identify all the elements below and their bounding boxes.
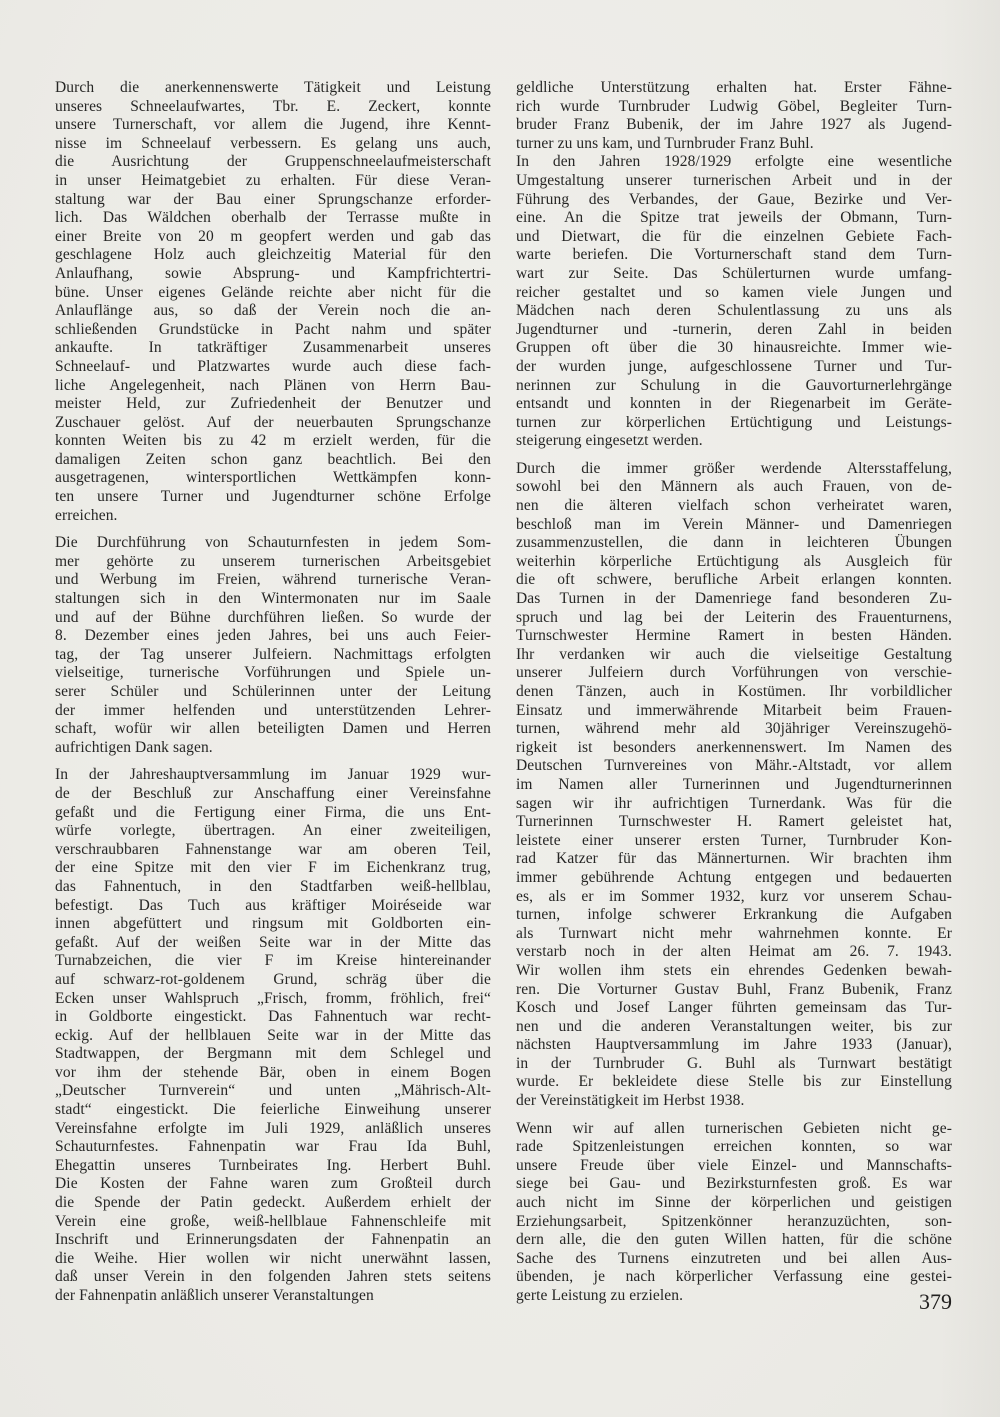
text-line: geldliche Unterstützung erhalten hat. Erster Fähne- [516, 79, 952, 96]
text-line: der eine Spitze mit den vier F im Eichenkranz trug, [55, 859, 491, 877]
text-line: warte beriefen. Die Vorturnerschaft stand dem Turn- [516, 246, 952, 264]
text-line: Sache des Turnens einzutreten und bei allen Aus- [516, 1249, 952, 1267]
text-line: übenden, je nach körperlicher Verfassung eine gestei- [516, 1268, 952, 1286]
text-line: als Turnwart nicht mehr wahrnehmen konnte. Er [516, 924, 952, 942]
text-line: rade Spitzenleistungen erreichen konnten, so war [516, 1138, 952, 1156]
text-line: steigerung eingesetzt werden. [516, 432, 703, 450]
text-line: büne. Unser eigenes Gelände reichte aber nicht für die [55, 283, 491, 301]
text-line: ankaufte. In tatkräftiger Zusammenarbeit unseres [55, 339, 491, 357]
text-line: würfe vorlegte, übertragen. An einer zweiteiligen, [55, 822, 491, 840]
text-column-left [55, 79, 491, 1306]
text-line: verschraubbaren Fahnenstange war am oberen Teil, [55, 840, 491, 858]
text-line: daß unser Verein in den folgenden Jahren stets seitens [55, 1268, 491, 1286]
text-line: Verein eine große, weiß-hellblaue Fahnenschleife mit [55, 1212, 491, 1230]
text-line: zusammenzustellen, die dann in leichteren Übungen [516, 534, 952, 552]
text-line: geschlagene Holz auch gleichzeitig Material für den [55, 246, 491, 264]
text-line: rich wurde Turnbruder Ludwig Göbel, Begleiter Turn- [516, 97, 952, 115]
text-line: Erziehungsarbeit, Spitzenkönner heranzuzüchten, son- [516, 1212, 952, 1230]
text-line: und Dietwart, die für die einzelnen Gebiete Fach- [516, 227, 952, 245]
text-line: vielseitige, turnerische Vorführungen und Spiele un- [55, 664, 491, 682]
text-line: gefaßt. Auf der weißen Seite war in der Mitte das [55, 933, 491, 951]
text-line: gerte Leistung zu erzielen. [516, 1287, 684, 1304]
text-line: Stadtwappen, der Bergmann mit dem Schlegel und [55, 1045, 491, 1063]
paragraph [516, 79, 952, 153]
text-line: beschloß man im Verein Männer- und Damenriegen [516, 515, 952, 533]
text-line: Wenn wir auf allen turnerischen Gebieten nicht ge- [516, 1119, 952, 1137]
page-number: 379 [919, 1289, 952, 1314]
text-line: schließenden Grundstücke in Pacht nahm und später [55, 320, 491, 338]
text-line: gefaßt und die Fertigung einer Firma, die uns Ent- [55, 803, 491, 821]
text-line: stadt“ eingestickt. Die feierliche Einweihung unserer [55, 1101, 491, 1119]
text-line: konnten Weiten bis zu 42 m erzielt werden, für die [55, 432, 491, 450]
text-line: auf schwarz-rot-goldenem Grund, schräg über die [55, 970, 491, 988]
text-line: Anlauflänge aus, so daß der Verein noch die an- [55, 302, 491, 320]
text-line: Umgestaltung unserer turnerischen Arbeit und in der [516, 171, 952, 189]
text-line: 8. Dezember eines jeden Jahres, bei uns auch Feier- [55, 627, 491, 645]
text-line: das Fahnentuch, in den Stadtfarben weiß-hellblau, [55, 877, 491, 895]
text-line: Führung des Verbandes, der Gaue, Bezirke und Ver- [516, 190, 952, 208]
text-line: der Vereinstätigkeit im Herbst 1938. [516, 1092, 745, 1110]
text-line: nächsten Hauptversammlung im Jahre 1933 (Januar), [516, 1036, 952, 1054]
text-line: unseres Schneelaufwartes, Tbr. E. Zeckert, konnte [55, 97, 491, 115]
text-line: Durch die anerkennenswerte Tätigkeit und Leistung [55, 79, 491, 96]
text-line: In den Jahren 1928/1929 erfolgte eine wesentliche [516, 153, 952, 171]
text-line: weiterhin körperliche Ertüchtigung als Ausgleich für [516, 552, 952, 570]
text-line: eine. An die Spitze trat jeweils der Obmann, Turn- [516, 209, 952, 227]
text-line: nisse im Schneelauf verbessern. Es gelang uns auch, [55, 134, 491, 152]
text-columns [55, 79, 952, 1306]
text-line: Anlaufhang, sowie Absprung- und Kampfrichtertri- [55, 264, 491, 282]
text-line: de der Beschluß zur Anschaffung einer Vereinsfahne [55, 784, 491, 802]
text-line: Turnschwester Hermine Ramert in besten Händen. [516, 627, 952, 645]
paragraph [55, 79, 491, 525]
text-line: Mädchen nach deren Schulentlassung zu uns als [516, 302, 952, 320]
text-line: auch nicht im Sinne der körperlichen und geistigen [516, 1194, 952, 1212]
text-line: vor ihm der stehende Bär, oben in einem Bogen [55, 1063, 491, 1081]
text-line: denen Tänzen, auch in Kostümen. Ihr vorbildlicher [516, 683, 952, 700]
text-line: immer gebührende Achtung entgegen und bedauerten [516, 868, 952, 886]
text-line: Die Durchführung von Schauturnfesten in jedem Som- [55, 534, 491, 552]
text-line: Turnerinnen Turnschwester H. Ramert geleistet hat, [516, 813, 952, 831]
text-line: dern alle, die den guten Willen hatten, für die schöne [516, 1231, 952, 1249]
text-line: innen abgefüttert und ringsum mit Goldborten ein- [55, 915, 491, 933]
text-line: und auf der Bühne durchführen ließen. So wurde der [55, 608, 491, 626]
text-line: siege bei Gau- und Bezirksturnfesten groß. Es war [516, 1175, 952, 1193]
text-line: wurde. Er bekleidete diese Stelle bis zur Einstellung [516, 1073, 952, 1091]
text-line: staltungen sich in den Wintermonaten nur im Saale [55, 590, 491, 608]
text-line: der wurden junge, aufgeschlossene Turner und Tur- [516, 357, 952, 375]
text-line: aufrichtigen Dank sagen. [55, 738, 213, 756]
text-line: Das Turnen in der Damenriege fand besonderen Zu- [516, 590, 952, 608]
text-line: Einsatz und immerwährende Mitarbeit beim Frauen- [516, 701, 952, 719]
text-line: Ehegattin unseres Turnbeirates Ing. Herbert Buhl. [55, 1156, 491, 1174]
text-line: nerinnen zur Schulung in die Gauvorturnerlehrgänge [516, 376, 952, 394]
text-line: verstarb noch in der alten Heimat am 26. 7. 1943. [516, 943, 952, 961]
text-line: ausgetragenen, wintersportlichen Wettkämpfen konn- [55, 469, 491, 487]
text-line: staltung war der Bau einer Sprungschanze erforder- [55, 190, 491, 208]
text-line: nen die älteren vielfach schon verheiratet waren, [516, 497, 952, 515]
text-line: Turnabzeichen, die vier F im Kreise hintereinander [55, 952, 491, 970]
text-line: wart zur Seite. Das Schülerturnen wurde umfang- [516, 264, 952, 282]
text-line: „Deutscher Turnverein“ und unten „Mährisch-Alt- [55, 1082, 491, 1100]
text-line: die Spende der Patin gedeckt. Außerdem erhielt der [55, 1194, 491, 1212]
paragraph [516, 153, 952, 451]
text-line: liche Angelegenheit, nach Plänen von Herrn Bau- [55, 376, 491, 394]
text-line: einer Breite von 20 m geopfert werden und gab das [55, 227, 491, 245]
text-line: serer Schüler und Schülerinnen unter der Leitung [55, 683, 491, 700]
paragraph [516, 460, 952, 1111]
text-line: rad Katzer für das Männerturnen. Wir brachten ihm [516, 850, 952, 868]
paragraph [55, 534, 491, 757]
text-line: Kosch und Josef Langer führten gemeinsam das Tur- [516, 999, 952, 1017]
text-line: eckig. Auf der hellblauen Seite war in der Mitte das [55, 1026, 491, 1044]
text-line: die Weihe. Hier wollen wir nicht unerwähnt lassen, [55, 1249, 491, 1267]
text-line: leistete einer unserer ersten Turner, Turnbruder Kon- [516, 831, 952, 849]
text-line: nen und die anderen Veranstaltungen weiter, bis zur [516, 1017, 952, 1035]
text-line: reicher gestaltet und so kamen viele Jungen und [516, 283, 952, 301]
text-line: turnen, infolge schwerer Erkrankung die Aufgaben [516, 906, 952, 924]
text-line: unserer Julfeiern durch Vorführungen von verschie- [516, 664, 952, 682]
text-line: turner zu uns kam, und Turnbruder Franz Buhl. [516, 134, 814, 152]
text-line: Ihr verdanken wir auch die vielseitige Gestaltung [516, 645, 952, 663]
text-line: Inschrift und Erinnerungsdaten der Fahnenpatin an [55, 1231, 491, 1249]
text-line: Schneelauf- und Platzwartes wurde auch diese fach- [55, 357, 491, 375]
text-line: Wir wollen ihm stets ein ehrendes Gedenken bewah- [516, 961, 952, 979]
text-line: bruder Franz Bubenik, der im Jahre 1927 als Jugend- [516, 116, 952, 134]
text-line: sowohl bei den Männern als auch Frauen, von de- [516, 478, 952, 496]
text-line: spruch und lag bei der Leiterin des Frauenturnens, [516, 608, 952, 626]
text-line: Durch die immer größer werdende Altersstaffelung, [516, 459, 952, 477]
text-line: schaft, wofür wir allen beteiligten Damen und Herren [55, 720, 491, 738]
text-line: mer gehörte zu unserem turnerischen Arbeitsgebiet [55, 552, 491, 570]
text-column-right [516, 79, 952, 1306]
text-line: erreichen. [55, 506, 118, 524]
text-line: Gruppen oft über die 30 hinausreichte. Immer wie- [516, 339, 952, 357]
text-line: Jugendturner und -turnerin, deren Zahl in beiden [516, 320, 952, 338]
text-line: es, als er im Sommer 1932, kurz vor unserem Schau- [516, 887, 952, 905]
text-line: unsere Freude über viele Einzel- und Mannschafts- [516, 1156, 952, 1174]
text-line: ten unsere Turner und Jugendturner schöne Erfolge [55, 488, 491, 506]
text-line: in unser Heimatgebiet zu erhalten. Für diese Veran- [55, 171, 491, 189]
text-line: turnen, während mehr ald 30jähriger Vereinszugehö- [516, 720, 952, 738]
text-line: tag, der Tag unserer Julfeiern. Nachmittags erfolgten [55, 645, 491, 663]
text-line: turnen zur körperlichen Ertüchtigung und Leistungs- [516, 413, 952, 431]
paragraph [55, 766, 491, 1305]
text-line: damaligen Zeiten schon ganz beachtlich. Bei den [55, 450, 491, 468]
text-line: die Ausrichtung der Gruppenschneelaufmeisterschaft [55, 153, 491, 171]
text-line: meister Held, zur Zufriedenheit der Benutzer und [55, 395, 491, 413]
text-line: Zuschauer gelöst. Auf der neuerbauten Sprungschanze [55, 413, 491, 431]
text-line: der immer helfenden und unterstützenden Lehrer- [55, 701, 491, 719]
text-line: ren. Die Vorturner Gustav Buhl, Franz Bubenik, Franz [516, 980, 952, 998]
text-line: Deutschen Turnvereines von Mähr.-Altstadt, vor allem [516, 757, 952, 775]
text-line: in der Turnbruder G. Buhl als Turnwart bestätigt [516, 1054, 952, 1072]
text-line: Schauturnfestes. Fahnenpatin war Frau Ida Buhl, [55, 1138, 491, 1156]
text-line: der Fahnenpatin anläßlich unserer Veranstaltungen [55, 1287, 374, 1304]
text-line: In der Jahreshauptversammlung im Januar 1929 wur- [55, 766, 491, 784]
text-line: und Werbung im Freien, während turnerische Veran- [55, 571, 491, 589]
text-line: sagen wir ihr aufrichtigen Turnerdank. Was für die [516, 794, 952, 812]
text-line: Ecken unser Wahlspruch „Frisch, fromm, fröhlich, frei“ [55, 989, 491, 1007]
text-line: die oft schwere, berufliche Arbeit erlangen konnten. [516, 571, 952, 589]
text-line: Die Kosten der Fahne waren zum Großteil durch [55, 1175, 491, 1193]
text-line: entsandt und konnten in der Riegenarbeit im Geräte- [516, 395, 952, 413]
text-line: in Goldborte eingestickt. Das Fahnentuch war recht- [55, 1008, 491, 1026]
text-line: rigkeit ist besonders anerkennenswert. Im Namen des [516, 738, 952, 756]
text-line: Vereinsfahne erfolgte im Juli 1929, anläßlich unseres [55, 1119, 491, 1137]
text-line: unsere Turnerschaft, vor allem die Jugend, ihre Kennt- [55, 116, 491, 134]
text-line: befestigt. Das Tuch aus kräftiger Moiréseide war [55, 896, 491, 914]
text-line: lich. Das Wäldchen oberhalb der Terrasse mußte in [55, 209, 491, 227]
paragraph [516, 1120, 952, 1306]
text-line: im Namen aller Turnerinnen und Jugendturnerinnen [516, 775, 952, 793]
